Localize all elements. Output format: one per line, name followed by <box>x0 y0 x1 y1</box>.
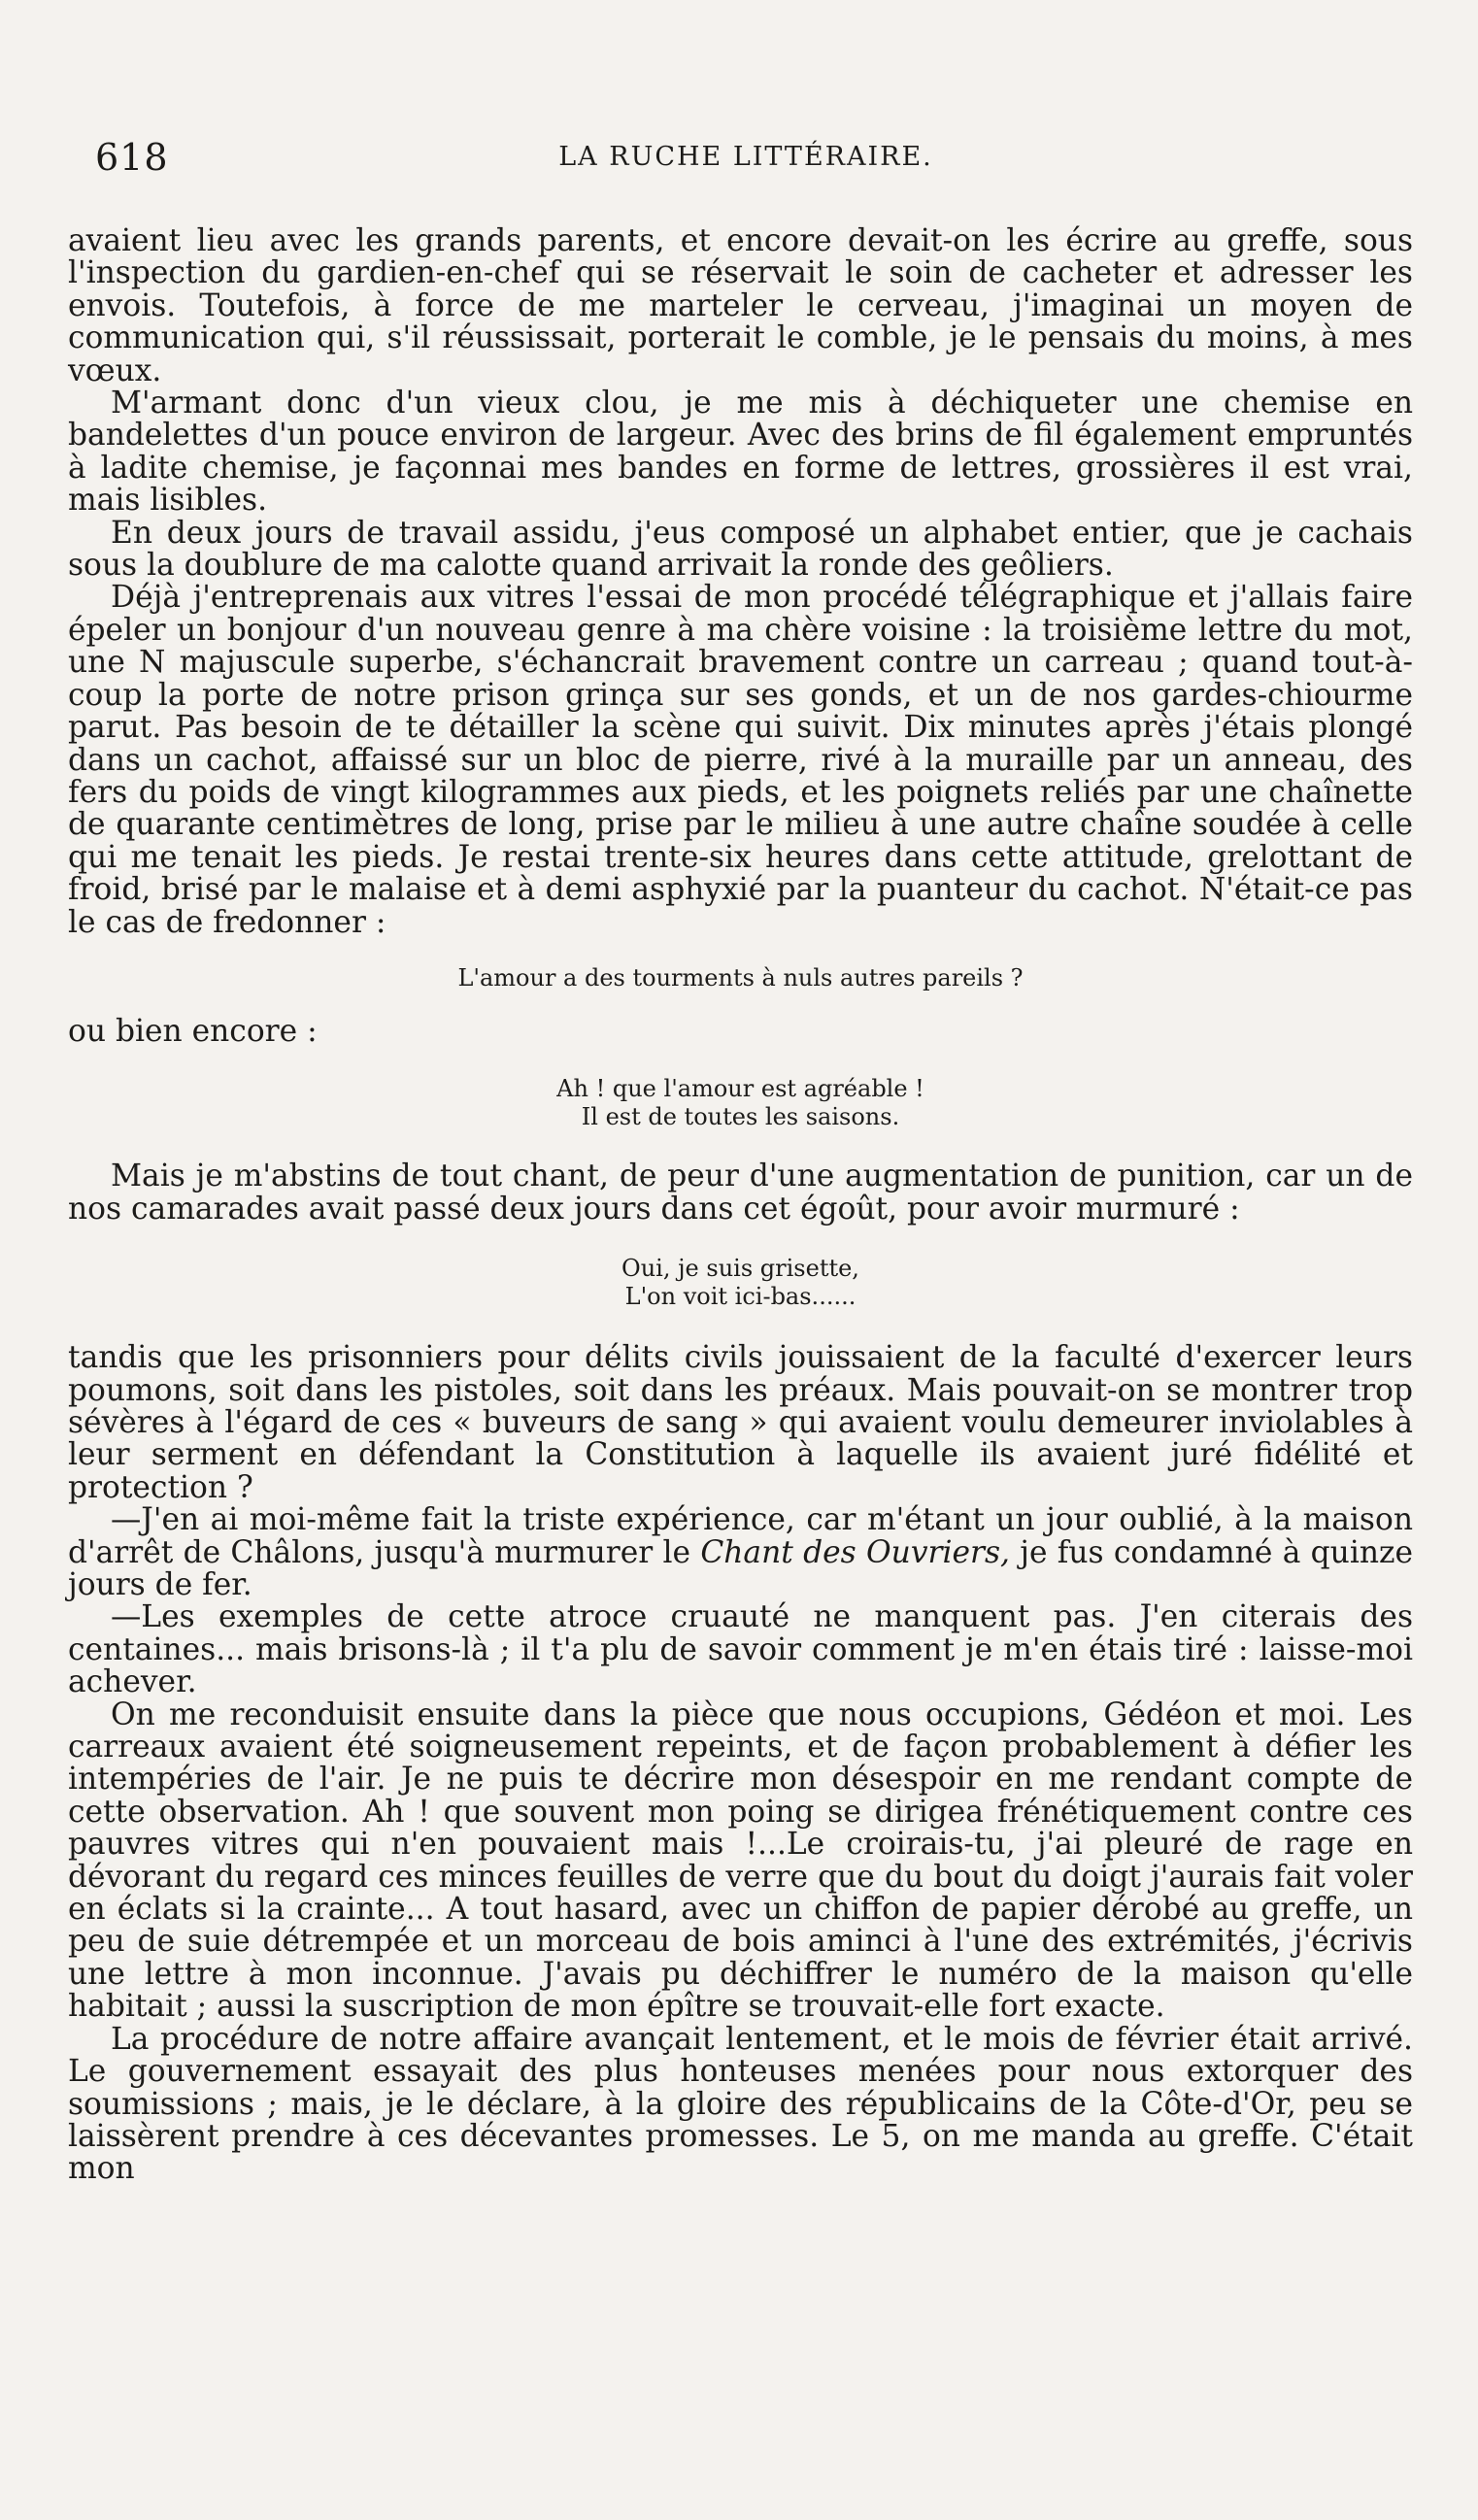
paragraph-8-text-a: —J'en ai moi-même fait la triste expérience, car m'étant un jour oublié, à la maison d'arrêt de Châlons, jusqu'à murmurer le <box>68 1502 1413 1570</box>
paragraph-7: tandis que les prisonniers pour délits civils jouissaient de la faculté d'exercer leurs poumons, soit dans les pistoles, soit dans les préaux. Mais pouvait-on se montrer trop sévères à l'égard de ces « buveurs de sang » qui avaient voulu demeurer inviolables à leur serment en défendant la Constitution à laquelle ils avaient juré fidélité et protection ? <box>68 1340 1413 1505</box>
paragraph-6: Mais je m'abstins de tout chant, de peur d'une augmentation de punition, car un de nos camarades avait passé deux jours dans cet égoût, pour avoir murmuré : <box>68 1159 1413 1226</box>
page-number: 618 <box>95 136 169 179</box>
paragraph-11: La procédure de notre affaire avançait lentement, et le mois de février était arrivé. Le gouvernement essayait des plus honteuses menées pour nous extorquer des soumissions ; mais, je le déclare, à la gloire des républicains de la Côte-d'Or, peu se laissèrent prendre à ces décevantes promesses. Le 5, on me manda au greffe. C'était mon <box>68 2021 1413 2187</box>
verse-2-line-2: Il est de toutes les saisons. <box>581 1103 900 1131</box>
paragraph-2: M'armant donc d'un vieux clou, je me mis à déchiqueter une chemise en bandelettes d'un pouce environ de largeur. Avec des brins de fil également empruntés à ladite chemise, je façonnai mes bandes en forme de lettres, grossières il est vrai, mais lisibles. <box>68 386 1413 519</box>
verse-3-line-2: L'on voit ici-bas...... <box>624 1283 857 1311</box>
verse-1-line: L'amour a des tourments à nuls autres pareils ? <box>457 963 1024 991</box>
verse-quote-2 <box>68 1075 1413 1131</box>
paragraph-8 <box>68 1504 1413 1601</box>
paragraph-3: En deux jours de travail assidu, j'eus composé un alphabet entier, que je cachais sous la doublure de ma calotte quand arrivait la ronde des geôliers. <box>68 515 1413 584</box>
verse-3-line-1: Oui, je suis grisette, <box>621 1255 859 1283</box>
paragraph-5: ou bien encore : <box>68 1013 318 1049</box>
song-title: Chant des Ouvriers, <box>700 1534 1010 1570</box>
paragraph-10: On me reconduisit ensuite dans la pièce que nous occupions, Gédéon et moi. Les carreaux avaient été soigneusement repeints, et de façon probablement à défier les intempéries de l'air. Je ne puis te décrire mon désespoir en me rendant compte de cette observation. Ah ! que souvent mon poing se dirigea frénétiquement contre ces pauvres vitres qui n'en pouvaient mais !...Le croirais-tu, j'ai pleuré de rage en dévorant du regard ces minces feuilles de verre que du bout du doigt j'aurais fait voler en éclats si la crainte... A tout hasard, avec un chiffon de papier dérobé au greffe, un peu de suie détrempée et un morceau de bois aminci à l'une des extrémités, j'écrivis une lettre à mon inconnue. J'avais pu déchiffrer le numéro de la maison qu'elle habitait ; aussi la suscription de mon épître se trouvait-elle fort exacte. <box>68 1697 1413 2025</box>
verse-2-line-1: Ah ! que l'amour est agréable ! <box>556 1075 924 1103</box>
body-text <box>68 225 1413 2186</box>
verse-quote-3 <box>68 1255 1413 1311</box>
paragraph-4: Déjà j'entreprenais aux vitres l'essai de mon procédé télégraphique et j'allais faire épeler un bonjour d'un nouveau genre à ma chère voisine : la troisième lettre du mot, une N majuscule superbe, s'échancrait bravement contre un carreau ; quand tout-à-coup la porte de notre prison grinça sur ses gonds, et un de nos gardes-chiourme parut. Pas besoin de te détailler la scène qui suivit. Dix minutes après j'étais plongé dans un cachot, affaissé sur un bloc de pierre, rivé à la muraille par un anneau, des fers du poids de vingt kilogrammes aux pieds, et les poignets reliés par une chaînette de quarante centimètres de long, prise par le milieu à une autre chaîne soudée à celle qui me tenait les pieds. Je restai trente-six heures dans cette attitude, grelottant de froid, brisé par le malaise et à demi asphyxié par la puanteur du cachot. N'était-ce pas le cas de fredonner : <box>68 580 1413 940</box>
verse-quote-1 <box>68 964 1413 992</box>
running-title: LA RUCHE LITTÉRAIRE. <box>558 142 933 172</box>
paragraph-9: —Les exemples de cette atroce cruauté ne manquent pas. J'en citerais des centaines... mais brisons-là ; il t'a plu de savoir comment je m'en étais tiré : laisse-moi achever. <box>68 1599 1413 1700</box>
page-header <box>95 136 1396 185</box>
paragraph-1: avaient lieu avec les grands parents, et encore devait-on les écrire au greffe, sous l'inspection du gardien-en-chef qui se réservait le soin de cacheter et adresser les envois. Toutefois, à force de me marteler le cerveau, j'imaginai un moyen de communication qui, s'il réussissait, porterait le comble, je le pensais du moins, à mes vœux. <box>68 223 1413 388</box>
paragraph-8-text-b: je fus condamné à quinze jours de fer. <box>68 1534 1414 1602</box>
